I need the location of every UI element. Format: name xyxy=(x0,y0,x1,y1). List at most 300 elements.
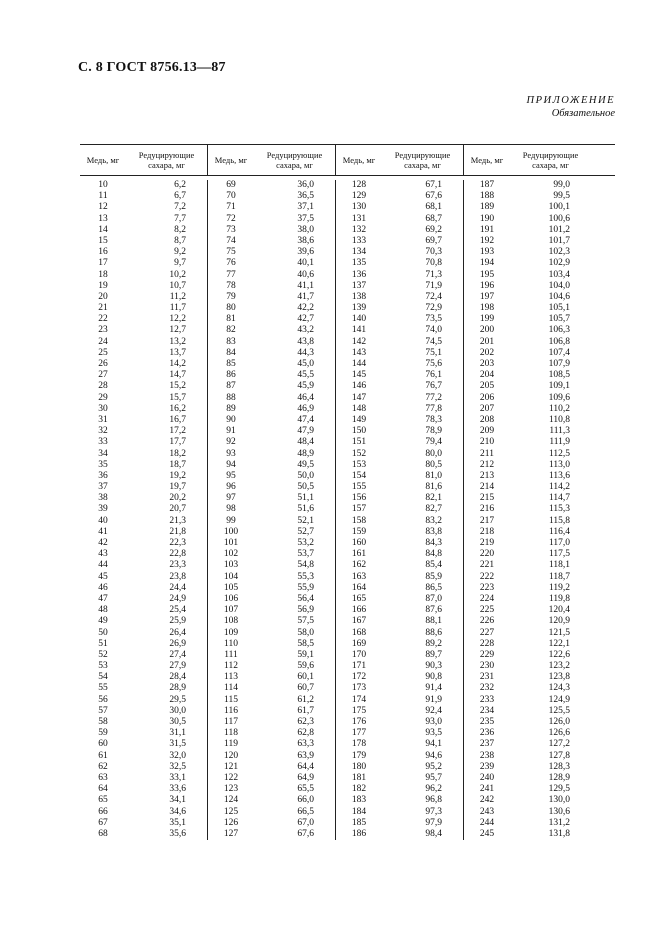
table-cell: 154 xyxy=(351,470,367,481)
table-cell: 47,4 xyxy=(297,414,314,425)
table-cell: 13 xyxy=(98,213,108,224)
table-cell: 40,6 xyxy=(297,269,314,280)
table-cell: 132 xyxy=(351,224,367,235)
table-cell: 236 xyxy=(479,728,495,739)
table-cell: 10,2 xyxy=(169,269,186,280)
table-cell: 152 xyxy=(351,448,367,459)
table-cell: 7,7 xyxy=(174,213,186,224)
table-cell: 30,0 xyxy=(169,705,186,716)
table-cell: 56,9 xyxy=(297,605,314,616)
table-cell: 123,8 xyxy=(548,672,570,683)
table-cell: 179 xyxy=(351,750,367,761)
table-cell: 7,2 xyxy=(174,202,186,213)
table-cell: 66,5 xyxy=(297,806,314,817)
table-cell: 118,7 xyxy=(548,571,570,582)
table-cell: 62,8 xyxy=(297,728,314,739)
table-cell: 45,9 xyxy=(297,381,314,392)
table-cell: 63,9 xyxy=(297,750,314,761)
table-cell: 241 xyxy=(479,784,495,795)
table-cell: 96,2 xyxy=(425,784,442,795)
table-cell: 92,4 xyxy=(425,705,442,716)
table-cell: 81,0 xyxy=(425,470,442,481)
copper-values xyxy=(80,180,126,840)
table-cell: 88,1 xyxy=(425,616,442,627)
table-cell: 124 xyxy=(223,795,239,806)
header-sugar-3: Редуцирующие сахара, мг xyxy=(382,145,464,175)
table-cell: 234 xyxy=(479,705,495,716)
table-cell: 120,9 xyxy=(548,616,570,627)
table-cell: 96 xyxy=(226,482,236,493)
table-cell: 72,4 xyxy=(425,291,442,302)
table-cell: 27 xyxy=(98,370,108,381)
table-cell: 62,3 xyxy=(297,717,314,727)
table-cell: 209 xyxy=(479,426,495,437)
copper-sugar-table xyxy=(80,144,615,840)
table-cell: 115 xyxy=(224,694,238,705)
table-cell: 79,4 xyxy=(425,437,442,448)
table-cell: 85,9 xyxy=(425,571,442,582)
table-cell: 79 xyxy=(226,291,236,302)
table-cell: 242 xyxy=(479,795,495,806)
table-cell: 10,7 xyxy=(169,280,186,291)
table-cell: 45,5 xyxy=(297,370,314,381)
table-cell: 90,3 xyxy=(425,661,442,672)
table-cell: 119,8 xyxy=(548,593,570,604)
table-cell: 70 xyxy=(226,191,236,202)
table-cell: 131,8 xyxy=(548,828,570,839)
table-cell: 41,1 xyxy=(297,280,314,291)
table-cell: 164 xyxy=(351,582,367,593)
table-cell: 141 xyxy=(351,325,367,336)
header-copper-3: Медь, мг xyxy=(342,155,376,165)
table-cell: 127,2 xyxy=(548,739,570,750)
table-cell: 144 xyxy=(351,359,367,369)
table-cell: 184 xyxy=(351,806,367,817)
table-cell: 109,1 xyxy=(548,381,570,392)
table-cell: 65 xyxy=(98,795,108,806)
table-cell: 167 xyxy=(351,616,367,627)
table-cell: 115,3 xyxy=(548,504,570,515)
table-cell: 20,2 xyxy=(169,493,186,504)
table-cell: 91 xyxy=(226,426,236,437)
table-cell: 12,2 xyxy=(169,314,186,325)
table-cell: 197 xyxy=(479,291,495,302)
table-cell: 119,2 xyxy=(548,582,570,593)
table-cell: 53,2 xyxy=(297,538,314,548)
table-cell: 25,9 xyxy=(169,616,186,627)
table-cell: 87,6 xyxy=(425,605,442,616)
table-cell: 136 xyxy=(351,269,367,280)
table-cell: 43 xyxy=(98,549,108,560)
table-cell: 90,8 xyxy=(425,672,442,683)
table-cell: 37 xyxy=(98,482,108,493)
table-cell: 91,9 xyxy=(425,694,442,705)
table-cell: 46,4 xyxy=(297,392,314,403)
table-cell: 111,9 xyxy=(549,437,570,448)
table-cell: 169 xyxy=(351,638,367,649)
table-cell: 166 xyxy=(351,605,367,616)
table-cell: 37,1 xyxy=(297,202,314,213)
appendix-title: ПРИЛОЖЕНИЕ xyxy=(526,95,615,106)
table-cell: 39,6 xyxy=(297,247,314,258)
table-cell: 20 xyxy=(98,291,108,302)
table-cell: 243 xyxy=(479,806,495,817)
table-cell: 66,0 xyxy=(297,795,314,806)
table-cell: 64,4 xyxy=(297,761,314,772)
table-cell: 214 xyxy=(479,482,495,493)
table-cell: 101 xyxy=(223,538,239,548)
table-cell: 35,1 xyxy=(169,817,186,828)
table-cell: 8,2 xyxy=(174,224,186,235)
table-cell: 104,0 xyxy=(548,280,570,291)
table-cell: 47,9 xyxy=(297,426,314,437)
table-cell: 28 xyxy=(98,381,108,392)
table-cell: 78,9 xyxy=(425,426,442,437)
table-cell: 34 xyxy=(98,448,108,459)
table-cell: 120 xyxy=(223,750,239,761)
table-cell: 38 xyxy=(98,493,108,504)
table-cell: 178 xyxy=(351,739,367,750)
table-cell: 80 xyxy=(226,303,236,314)
table-cell: 25,4 xyxy=(169,605,186,616)
table-cell: 26 xyxy=(98,359,108,369)
table-cell: 174 xyxy=(351,694,367,705)
table-cell: 42 xyxy=(98,538,108,548)
table-cell: 222 xyxy=(479,571,495,582)
table-cell: 18,2 xyxy=(169,448,186,459)
table-cell: 102 xyxy=(223,549,239,560)
table-cell: 104,6 xyxy=(548,291,570,302)
table-cell: 48,9 xyxy=(297,448,314,459)
table-cell: 84,3 xyxy=(425,538,442,548)
table-cell: 128,9 xyxy=(548,772,570,783)
table-cell: 68,7 xyxy=(425,213,442,224)
table-cell: 113 xyxy=(224,672,238,683)
table-cell: 205 xyxy=(479,381,495,392)
table-cell: 145 xyxy=(351,370,367,381)
table-cell: 60 xyxy=(98,739,108,750)
table-cell: 109,6 xyxy=(548,392,570,403)
table-cell: 156 xyxy=(351,493,367,504)
copper-values xyxy=(336,180,382,840)
table-cell: 89,7 xyxy=(425,649,442,660)
table-cell: 20,7 xyxy=(169,504,186,515)
table-cell: 98,4 xyxy=(425,828,442,839)
table-cell: 134 xyxy=(351,247,367,258)
table-cell: 48 xyxy=(98,605,108,616)
table-cell: 52 xyxy=(98,649,108,660)
table-cell: 93,0 xyxy=(425,717,442,727)
table-cell: 19 xyxy=(98,280,108,291)
table-cell: 54 xyxy=(98,672,108,683)
table-cell: 88 xyxy=(226,392,236,403)
table-cell: 139 xyxy=(351,303,367,314)
table-cell: 32,5 xyxy=(169,761,186,772)
table-cell: 73,5 xyxy=(425,314,442,325)
table-cell: 80,5 xyxy=(425,459,442,470)
table-cell: 188 xyxy=(479,191,495,202)
table-cell: 49 xyxy=(98,616,108,627)
table-cell: 51 xyxy=(98,638,108,649)
table-cell: 70,3 xyxy=(425,247,442,258)
table-cell: 41 xyxy=(98,526,108,537)
table-cell: 87 xyxy=(226,381,236,392)
table-cell: 122,1 xyxy=(548,638,570,649)
table-cell: 64 xyxy=(98,784,108,795)
table-cell: 124,3 xyxy=(548,683,570,694)
table-cell: 45 xyxy=(98,571,108,582)
table-cell: 103,4 xyxy=(548,269,570,280)
table-cell: 95,7 xyxy=(425,772,442,783)
table-cell: 28,4 xyxy=(169,672,186,683)
table-cell: 208 xyxy=(479,414,495,425)
table-cell: 56 xyxy=(98,694,108,705)
table-cell: 72 xyxy=(226,213,236,224)
table-cell: 235 xyxy=(479,717,495,727)
table-cell: 173 xyxy=(351,683,367,694)
table-cell: 97,9 xyxy=(425,817,442,828)
table-cell: 82,1 xyxy=(425,493,442,504)
table-cell: 46 xyxy=(98,582,108,593)
table-cell: 221 xyxy=(479,560,495,571)
table-cell: 28,9 xyxy=(169,683,186,694)
table-cell: 21 xyxy=(98,303,108,314)
table-cell: 94,6 xyxy=(425,750,442,761)
table-cell: 76,1 xyxy=(425,370,442,381)
table-cell: 207 xyxy=(479,403,495,414)
table-cell: 99,0 xyxy=(553,180,570,190)
table-cell: 62 xyxy=(98,761,108,772)
table-cell: 22 xyxy=(98,314,108,325)
table-cell: 67 xyxy=(98,817,108,828)
table-cell: 74,0 xyxy=(425,325,442,336)
table-cell: 95 xyxy=(226,470,236,481)
table-cell: 34,6 xyxy=(169,806,186,817)
table-cell: 82,7 xyxy=(425,504,442,515)
table-cell: 55 xyxy=(98,683,108,694)
table-cell: 170 xyxy=(351,649,367,660)
table-cell: 115,8 xyxy=(548,515,570,526)
sugar-values xyxy=(382,180,463,840)
table-cell: 83,2 xyxy=(425,515,442,526)
table-cell: 206 xyxy=(479,392,495,403)
table-cell: 35,6 xyxy=(169,828,186,839)
table-cell: 157 xyxy=(351,504,367,515)
table-cell: 158 xyxy=(351,515,367,526)
table-cell: 77 xyxy=(226,269,236,280)
table-cell: 213 xyxy=(479,470,495,481)
table-cell: 129 xyxy=(351,191,367,202)
table-cell: 185 xyxy=(351,817,367,828)
table-cell: 40 xyxy=(98,515,108,526)
table-cell: 65,5 xyxy=(297,784,314,795)
table-cell: 18,7 xyxy=(169,459,186,470)
table-cell: 194 xyxy=(479,258,495,269)
table-cell: 108 xyxy=(223,616,239,627)
table-cell: 127 xyxy=(223,828,239,839)
table-cell: 118 xyxy=(224,728,238,739)
table-cell: 183 xyxy=(351,795,367,806)
table-cell: 211 xyxy=(480,448,494,459)
table-cell: 71 xyxy=(226,202,236,213)
table-cell: 110,8 xyxy=(548,414,570,425)
table-cell: 27,4 xyxy=(169,649,186,660)
column-group xyxy=(208,180,336,840)
table-cell: 143 xyxy=(351,347,367,358)
table-cell: 118,1 xyxy=(548,560,570,571)
table-cell: 9,2 xyxy=(174,247,186,258)
table-cell: 128 xyxy=(351,180,367,190)
table-cell: 99 xyxy=(226,515,236,526)
table-cell: 186 xyxy=(351,828,367,839)
table-cell: 69,7 xyxy=(425,235,442,246)
table-cell: 42,7 xyxy=(297,314,314,325)
table-cell: 130 xyxy=(351,202,367,213)
table-cell: 94,1 xyxy=(425,739,442,750)
table-cell: 11,7 xyxy=(169,303,186,314)
table-cell: 60,1 xyxy=(297,672,314,683)
table-cell: 94 xyxy=(226,459,236,470)
table-cell: 36,5 xyxy=(297,191,314,202)
table-cell: 55,3 xyxy=(297,571,314,582)
table-cell: 83 xyxy=(226,336,236,347)
table-cell: 51,1 xyxy=(297,493,314,504)
page-title: С. 8 ГОСТ 8756.13—87 xyxy=(78,60,226,75)
table-cell: 97 xyxy=(226,493,236,504)
table-cell: 83,8 xyxy=(425,526,442,537)
table-cell: 81 xyxy=(226,314,236,325)
table-cell: 180 xyxy=(351,761,367,772)
table-cell: 103 xyxy=(223,560,239,571)
table-cell: 106 xyxy=(223,593,239,604)
table-cell: 12,7 xyxy=(169,325,186,336)
table-cell: 40,1 xyxy=(297,258,314,269)
table-cell: 224 xyxy=(479,593,495,604)
table-cell: 100 xyxy=(223,526,239,537)
table-cell: 117,5 xyxy=(548,549,570,560)
table-cell: 104 xyxy=(223,571,239,582)
table-cell: 114 xyxy=(224,683,238,694)
table-cell: 50,5 xyxy=(297,482,314,493)
table-cell: 70,8 xyxy=(425,258,442,269)
table-cell: 53 xyxy=(98,661,108,672)
table-cell: 21,8 xyxy=(169,526,186,537)
table-cell: 24,9 xyxy=(169,593,186,604)
table-cell: 220 xyxy=(479,549,495,560)
table-cell: 196 xyxy=(479,280,495,291)
table-cell: 175 xyxy=(351,705,367,716)
table-cell: 54,8 xyxy=(297,560,314,571)
table-cell: 225 xyxy=(479,605,495,616)
table-cell: 46,9 xyxy=(297,403,314,414)
table-cell: 61,2 xyxy=(297,694,314,705)
table-cell: 33 xyxy=(98,437,108,448)
table-cell: 165 xyxy=(351,593,367,604)
table-cell: 17,7 xyxy=(169,437,186,448)
table-cell: 22,8 xyxy=(169,549,186,560)
table-cell: 107 xyxy=(223,605,239,616)
table-cell: 210 xyxy=(479,437,495,448)
table-cell: 147 xyxy=(351,392,367,403)
table-cell: 111,3 xyxy=(549,426,570,437)
table-cell: 155 xyxy=(351,482,367,493)
table-cell: 30,5 xyxy=(169,717,186,727)
table-cell: 203 xyxy=(479,359,495,369)
table-cell: 86,5 xyxy=(425,582,442,593)
table-cell: 15 xyxy=(98,235,108,246)
table-cell: 74,5 xyxy=(425,336,442,347)
table-cell: 216 xyxy=(479,504,495,515)
table-cell: 200 xyxy=(479,325,495,336)
table-cell: 99,5 xyxy=(553,191,570,202)
table-cell: 126,6 xyxy=(548,728,570,739)
table-cell: 23 xyxy=(98,325,108,336)
header-sugar-1: Редуцирующие сахара, мг xyxy=(126,145,208,175)
header-copper-1: Медь, мг xyxy=(86,155,120,165)
table-cell: 107,9 xyxy=(548,359,570,369)
table-cell: 108,5 xyxy=(548,370,570,381)
table-cell: 42,2 xyxy=(297,303,314,314)
table-cell: 140 xyxy=(351,314,367,325)
table-cell: 63,3 xyxy=(297,739,314,750)
table-cell: 56,4 xyxy=(297,593,314,604)
table-cell: 114,2 xyxy=(548,482,570,493)
table-cell: 50 xyxy=(98,627,108,638)
table-cell: 98 xyxy=(226,504,236,515)
table-cell: 61 xyxy=(98,750,108,761)
table-cell: 57,5 xyxy=(297,616,314,627)
table-cell: 120,4 xyxy=(548,605,570,616)
table-cell: 217 xyxy=(479,515,495,526)
table-cell: 146 xyxy=(351,381,367,392)
table-cell: 117,0 xyxy=(548,538,570,548)
table-cell: 6,7 xyxy=(174,191,186,202)
column-group xyxy=(464,180,591,840)
table-cell: 6,2 xyxy=(174,180,186,190)
table-cell: 126,0 xyxy=(548,717,570,727)
table-cell: 29 xyxy=(98,392,108,403)
table-cell: 15,7 xyxy=(169,392,186,403)
table-cell: 112 xyxy=(224,661,238,672)
table-cell: 187 xyxy=(479,180,495,190)
table-cell: 33,1 xyxy=(169,772,186,783)
table-cell: 85,4 xyxy=(425,560,442,571)
table-cell: 95,2 xyxy=(425,761,442,772)
table-cell: 138 xyxy=(351,291,367,302)
table-cell: 232 xyxy=(479,683,495,694)
table-cell: 223 xyxy=(479,582,495,593)
table-cell: 63 xyxy=(98,772,108,783)
table-cell: 21,3 xyxy=(169,515,186,526)
table-cell: 227 xyxy=(479,627,495,638)
table-cell: 73 xyxy=(226,224,236,235)
table-cell: 110 xyxy=(224,638,238,649)
table-cell: 66 xyxy=(98,806,108,817)
table-cell: 67,0 xyxy=(297,817,314,828)
table-cell: 59 xyxy=(98,728,108,739)
table-cell: 47 xyxy=(98,593,108,604)
sugar-values xyxy=(254,180,335,840)
table-cell: 31 xyxy=(98,414,108,425)
table-cell: 176 xyxy=(351,717,367,727)
table-cell: 52,1 xyxy=(297,515,314,526)
table-cell: 29,5 xyxy=(169,694,186,705)
table-cell: 10 xyxy=(98,180,108,190)
table-cell: 16,2 xyxy=(169,403,186,414)
header-sugar-2: Редуцирующие сахара, мг xyxy=(254,145,336,175)
table-cell: 61,7 xyxy=(297,705,314,716)
copper-values xyxy=(464,180,510,840)
